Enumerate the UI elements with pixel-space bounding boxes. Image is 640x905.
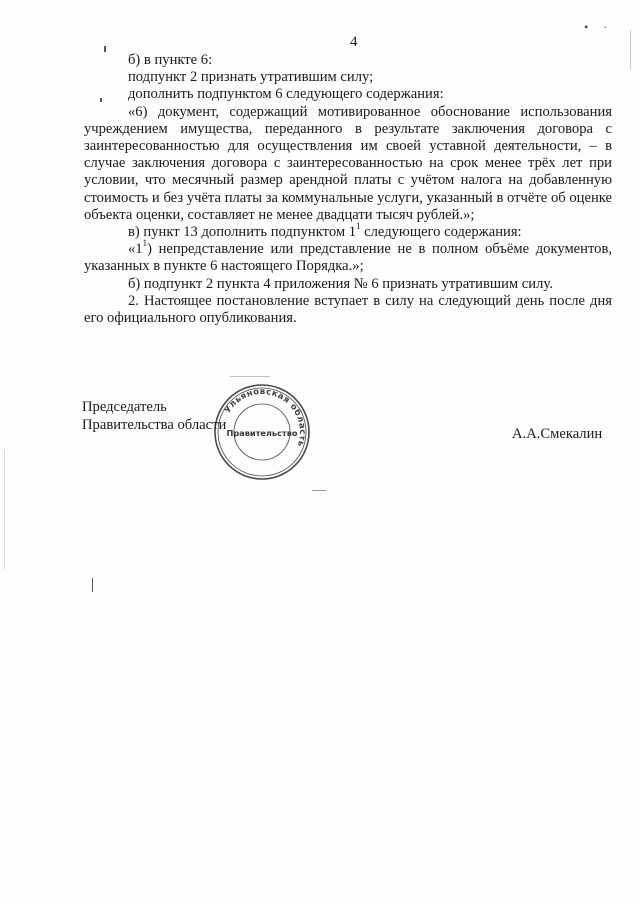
subpoint1-1-text-end: ) непредставление или представление не в полном объёме документов, указанных в пункте 6 настоящего Порядка.»; — [84, 241, 612, 275]
subpoint1-1-superscript: 1 — [142, 238, 148, 249]
paragraph-subpoint6-text: «6) документ, содержащий мотивированное обоснование использования учреждением имущества, переданного в результате заключения договора с заинтересованностью для осуществления им своей уставной деятельности, – в случае заключения договора с заинтересованностью на срок менее трёх лет при условии, что месячный размер арендной платы с учётом налога на добавленную стоимость и без учёта платы за коммунальные услуги, указанный в отчёте об оценке объекта оценки, составляет не менее двадцати тысяч рублей.»; — [84, 103, 612, 223]
paragraph-subpoint1-1 — [84, 238, 612, 275]
signature-title-line1: Председатель — [82, 399, 167, 415]
paragraph-effective-date: 2. Настоящее постановление вступает в силу на следующий день после дня его официального опубликования. — [84, 292, 612, 327]
scan-mark — [312, 490, 326, 491]
signature-title-line2: Правительства области — [82, 417, 227, 433]
svg-text:Ульяновская область — [223, 387, 307, 448]
official-stamp-seal — [212, 382, 312, 482]
stamp-center-text: Правительство — [226, 428, 298, 438]
page-number: 4 — [350, 34, 358, 50]
scan-mark — [4, 450, 5, 570]
scan-corner-marks: • · — [584, 20, 614, 34]
point13-superscript: 1 — [356, 221, 361, 232]
paragraph-b-point6: б) в пункте 6: — [128, 52, 213, 68]
scan-mark — [630, 30, 631, 70]
signatory-name: А.А.Смекалин — [512, 426, 603, 442]
paragraph-add-subpoint6: дополнить подпунктом 6 следующего содержания: — [128, 86, 444, 103]
scan-mark — [104, 46, 106, 52]
paragraph-subpoint2: подпункт 2 признать утратившим силу; — [128, 69, 374, 86]
scan-mark — [100, 98, 102, 102]
paragraph-appendix6: б) подпункт 2 пункта 4 приложения № 6 признать утратившим силу. — [128, 275, 553, 292]
point13-text-end: следующего содержания: — [360, 224, 522, 241]
point13-text-start: в) пункт 13 дополнить подпунктом 1 — [128, 224, 357, 241]
signature-title — [82, 398, 226, 434]
document-body — [84, 52, 612, 327]
scan-mark — [230, 376, 270, 377]
stamp-ring-text: Ульяновская область — [222, 386, 308, 449]
scan-mark — [92, 578, 93, 592]
subpoint1-1-text-start: «1 — [128, 241, 143, 258]
paragraph-point13 — [84, 221, 612, 241]
